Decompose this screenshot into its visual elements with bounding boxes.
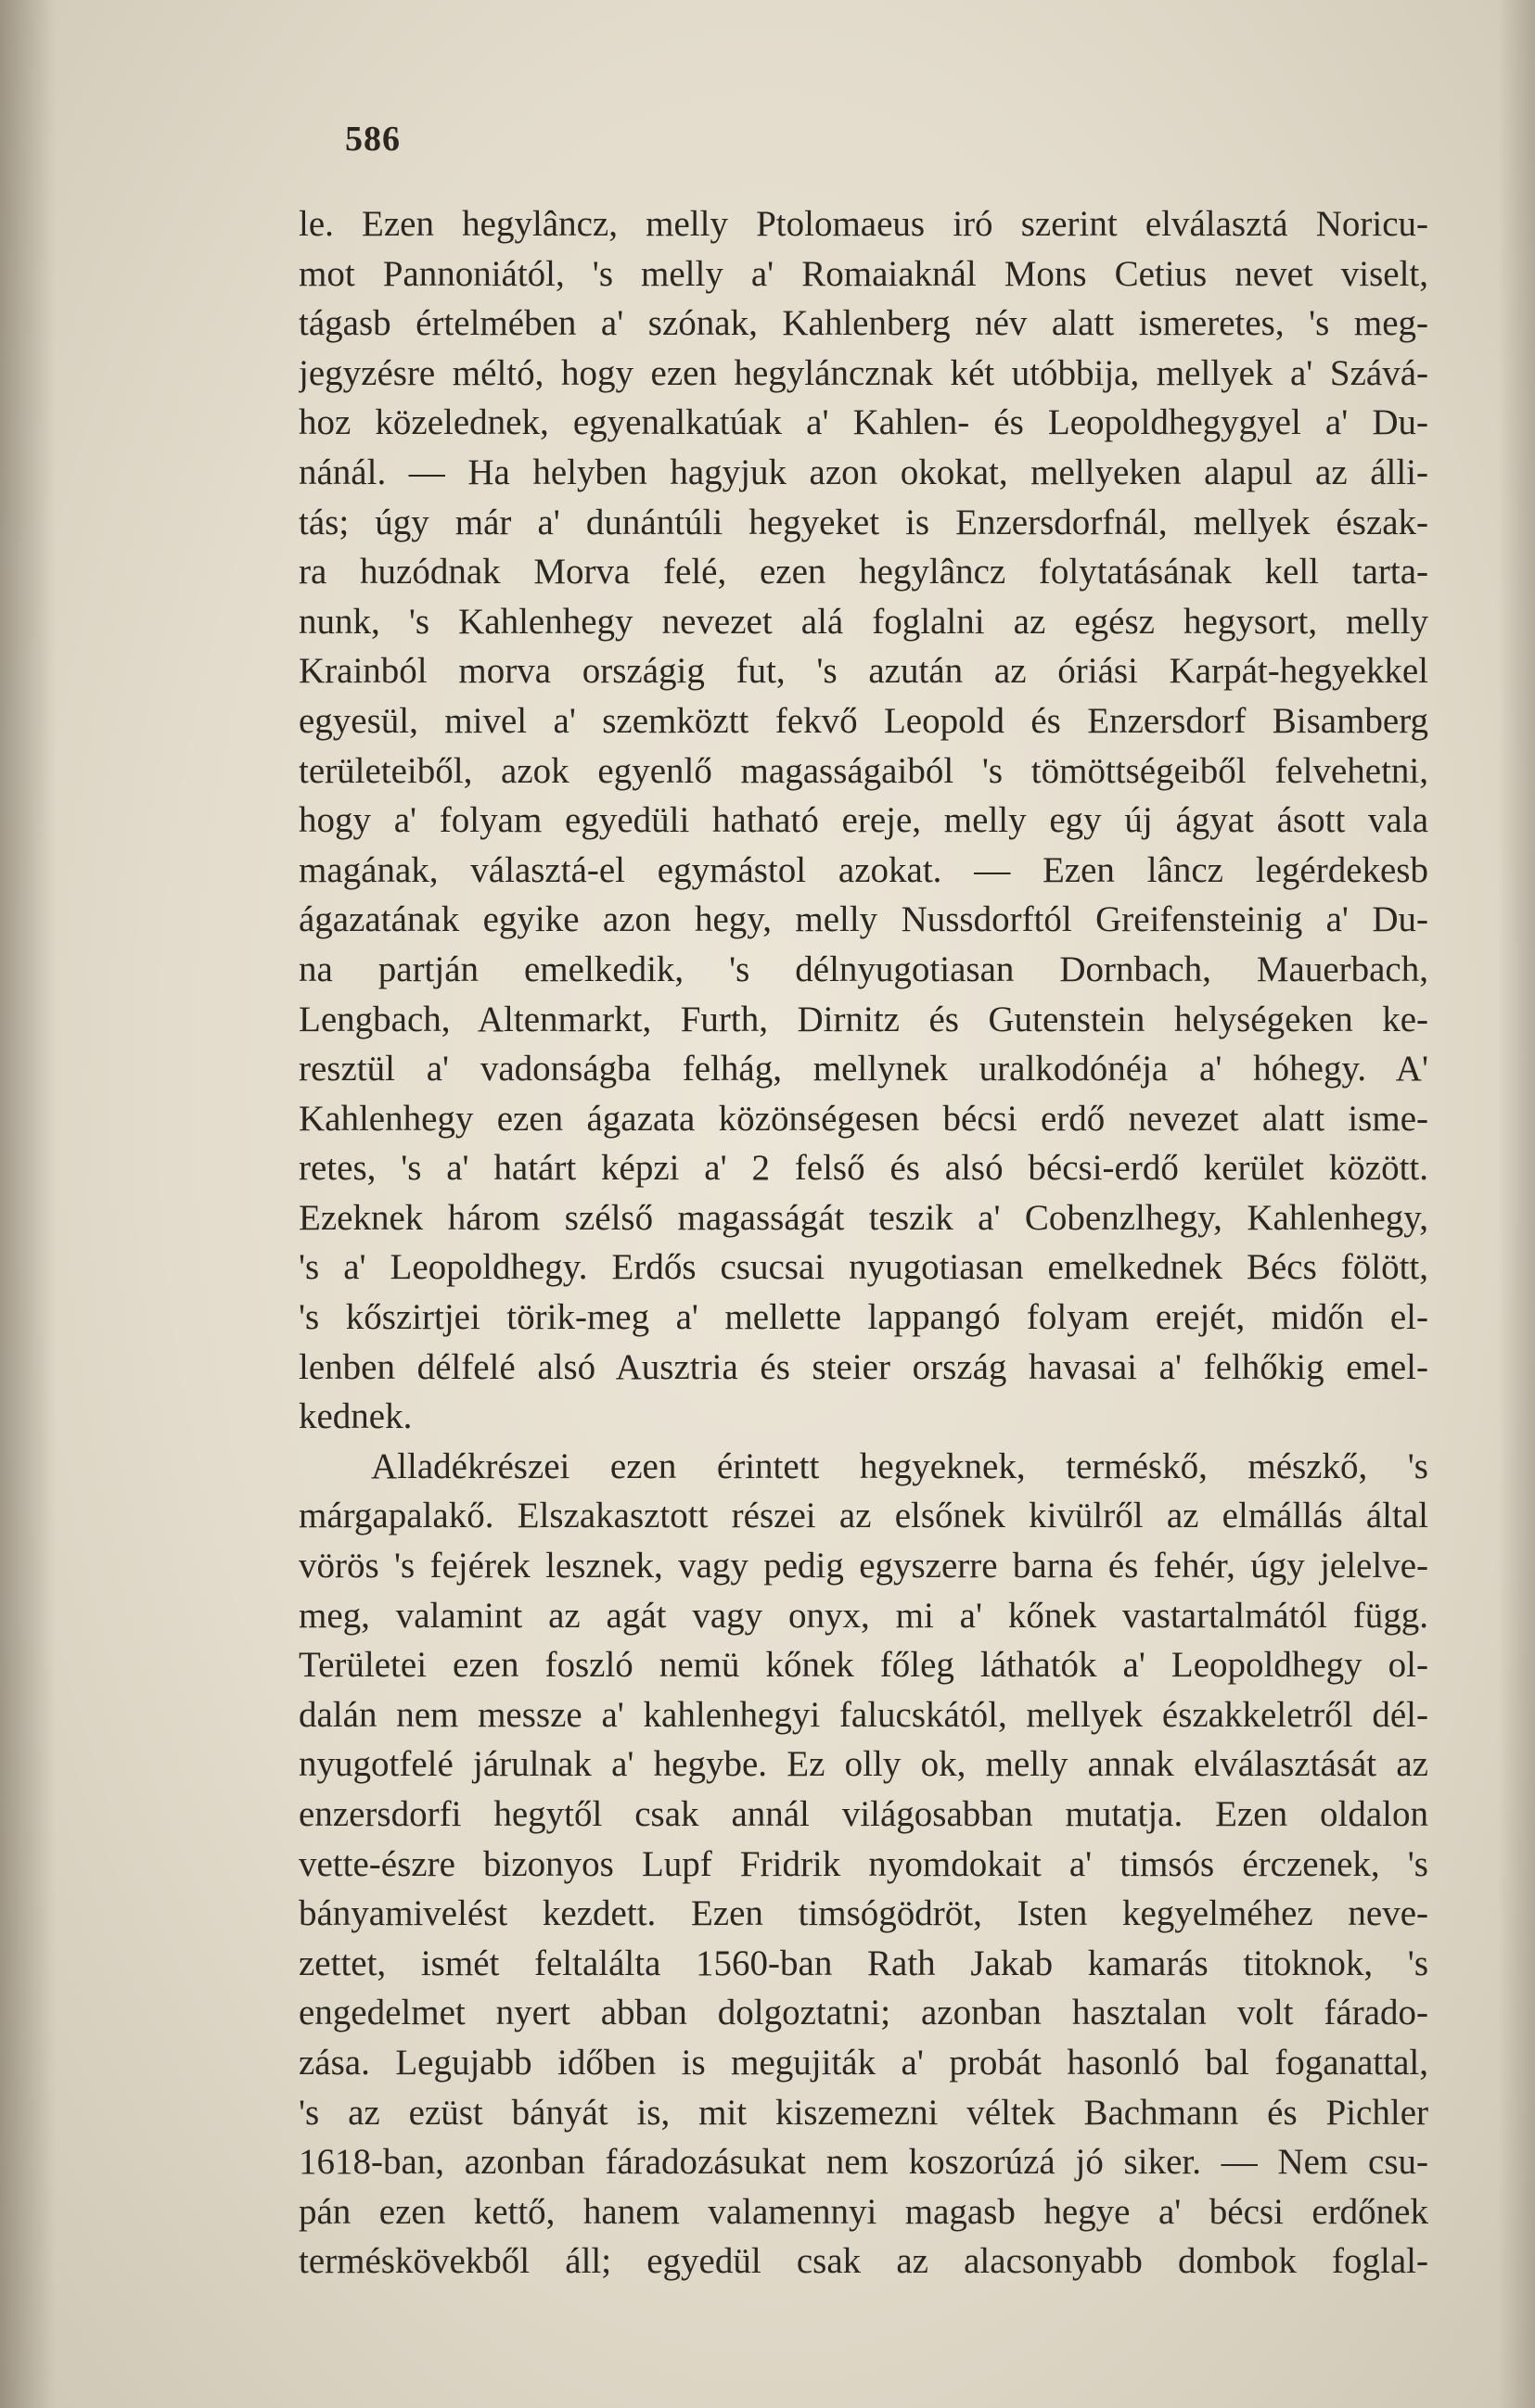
text-line: 's kőszirtjei törik-meg a' mellette lappangó folyam erejét, midőn el- — [299, 1297, 1428, 1338]
text-line: zettet, ismét feltalálta 1560-ban Rath Jakab kamarás titoknok, 's — [299, 1943, 1428, 1983]
text-line: kednek. — [299, 1396, 413, 1437]
text-line: dalán nem messze a' kahlenhegyi falucskától, mellyek északkeletről dél- — [299, 1694, 1428, 1735]
text-line: magának, választá-el egymástol azokat. — Ezen lâncz legérdekesb — [299, 849, 1428, 890]
text-line: hogy a' folyam egyedüli hatható ereje, melly egy új ágyat ásott vala — [299, 800, 1428, 841]
body-text — [299, 199, 1428, 2287]
paragraph-2 — [299, 1442, 1428, 2287]
text-line: vette-észre bizonyos Lupf Fridrik nyomdokait a' timsós érczenek, 's — [299, 1843, 1428, 1884]
text-line: Lengbach, Altenmarkt, Furth, Dirnitz és Gutenstein helységeken ke- — [299, 999, 1428, 1039]
binding-shadow — [0, 0, 56, 2408]
text-line: Kahlenhegy ezen ágazata közönségesen bécsi erdő nevezet alatt isme- — [299, 1098, 1428, 1139]
text-line: 1618-ban, azonban fáradozásukat nem koszorúzá jó siker. — Nem csu- — [299, 2142, 1428, 2183]
text-line: nunk, 's Kahlenhegy nevezet alá foglalni az egész hegysort, melly — [299, 601, 1428, 642]
text-line: Területei ezen foszló nemü kőnek főleg láthatók a' Leopoldhegy ol- — [299, 1645, 1428, 1686]
text-line: hoz közelednek, egyenalkatúak a' Kahlen- és Leopoldhegygyel a' Du- — [299, 402, 1428, 443]
text-line: pán ezen kettő, hanem valamennyi magasb hegye a' bécsi erdőnek — [299, 2191, 1428, 2232]
text-line: resztül a' vadonságba felhág, mellynek uralkodónéja a' hóhegy. A' — [299, 1049, 1428, 1089]
text-line: tás; úgy már a' dunántúli hegyeket is Enzersdorfnál, mellyek észak- — [299, 502, 1428, 542]
text-line: meg, valamint az agát vagy onyx, mi a' kőnek vastartalmától függ. — [299, 1595, 1428, 1636]
text-line: Ezeknek három szélső magasságát teszik a' Cobenzlhegy, Kahlenhegy, — [299, 1197, 1428, 1238]
text-line: márgapalakő. Elszakasztott részei az elsőnek kivülről az elmállás által — [299, 1496, 1428, 1536]
text-line: mot Pannoniától, 's melly a' Romaiaknál Mons Cetius nevet viselt, — [299, 253, 1428, 294]
text-line: jegyzésre méltó, hogy ezen hegyláncznak két utóbbija, mellyek a' Szává- — [299, 352, 1428, 393]
text-line: tágasb értelmében a' szónak, Kahlenberg név alatt ismeretes, 's meg- — [299, 303, 1428, 344]
text-line: vörös 's fejérek lesznek, vagy pedig egyszerre barna és fehér, úgy jelelve- — [299, 1546, 1428, 1586]
page-number: 586 — [345, 120, 401, 159]
text-line: enzersdorfi hegytől csak annál világosabban mutatja. Ezen oldalon — [299, 1794, 1428, 1834]
text-line: 's az ezüst bányát is, mit kiszemezni véltek Bachmann és Pichler — [299, 2092, 1428, 2133]
text-line: ra huzódnak Morva felé, ezen hegylâncz folytatásának kell tarta- — [299, 552, 1428, 592]
text-line: le. Ezen hegylâncz, melly Ptolomaeus iró szerint elválasztá Noricu- — [299, 204, 1428, 244]
text-line: engedelmet nyert abban dolgoztatni; azonban hasztalan volt fárado- — [299, 1993, 1428, 2033]
text-line: bányamivelést kezdett. Ezen timsógödröt, Isten kegyelméhez neve- — [299, 1893, 1428, 1934]
page-edge-shadow — [1498, 0, 1535, 2408]
text-line: retes, 's a' határt képzi a' 2 felső és alsó bécsi-erdő kerület között. — [299, 1148, 1428, 1189]
text-line: nánál. — Ha helyben hagyjuk azon okokat, mellyeken alapul az álli- — [299, 452, 1428, 492]
text-line: nyugotfelé járulnak a' hegybe. Ez olly ok, melly annak elválasztását az — [299, 1744, 1428, 1785]
paragraph-1 — [299, 199, 1428, 1442]
text-line: 's a' Leopoldhegy. Erdős csucsai nyugotiasan emelkednek Bécs fölött, — [299, 1247, 1428, 1288]
text-line: Alladékrészei ezen érintett hegyeknek, terméskő, mészkő, 's — [371, 1446, 1428, 1486]
text-line: egyesül, mivel a' szemköztt fekvő Leopold és Enzersdorf Bisamberg — [299, 700, 1428, 741]
text-line: terméskövekből áll; egyedül csak az alacsonyabb dombok foglal- — [299, 2241, 1428, 2282]
text-line: területeiből, azok egyenlő magasságaiból 's tömöttségeiből felvehetni, — [299, 750, 1428, 791]
text-line: Krainból morva országig fut, 's azután az óriási Karpát-hegyekkel — [299, 651, 1428, 692]
text-line: lenben délfelé alsó Ausztria és steier ország havasai a' felhőkig emel- — [299, 1346, 1428, 1387]
text-line: ágazatának egyike azon hegy, melly Nussdorftól Greifensteinig a' Du- — [299, 899, 1428, 940]
text-line: na partján emelkedik, 's délnyugotiasan Dornbach, Mauerbach, — [299, 949, 1428, 989]
text-line: zása. Legujabb időben is megujiták a' probát hasonló bal foganattal, — [299, 2042, 1428, 2083]
